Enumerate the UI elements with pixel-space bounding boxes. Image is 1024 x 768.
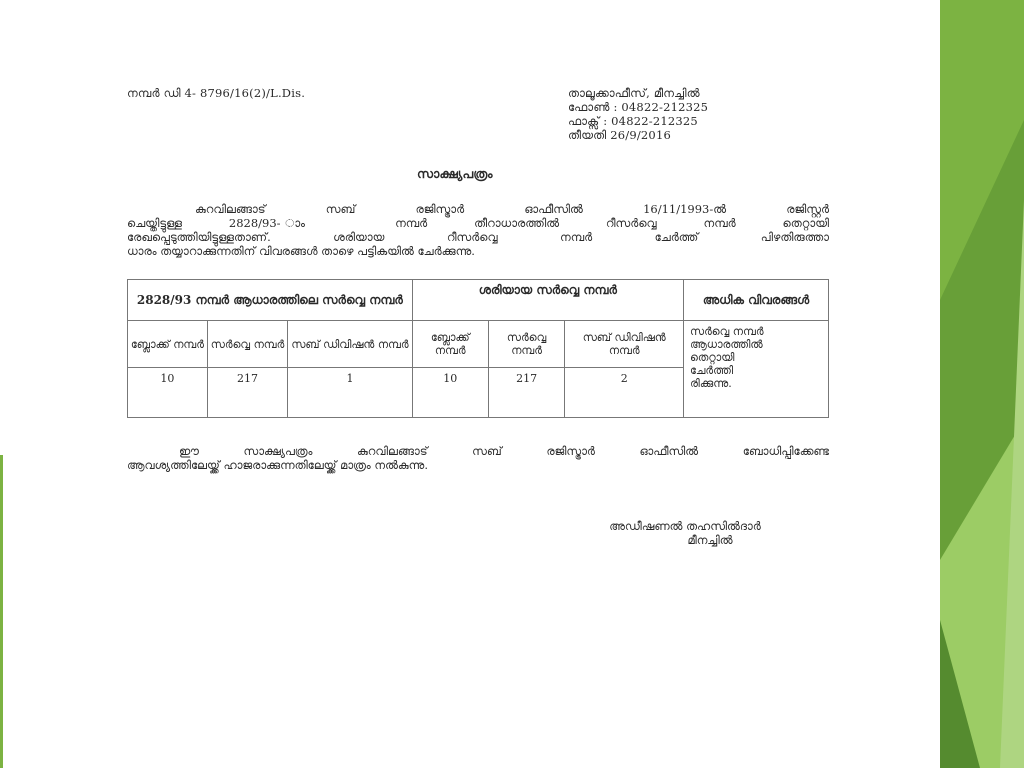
office-name: താലൂക്കാഫീസ്, മീനച്ചിൽ [568,86,700,100]
signature-designation: അഡീഷണൽ തഹസിൽദാർ [609,519,761,533]
paragraph-1-line: ചെയ്തിട്ടുള്ള 2828/93- ാം നമ്പർ തീറാധാരത്തിൽ റീസർവ്വെ നമ്പർ തെറ്റായി [127,216,829,230]
paragraph-1-line: കുറവിലങ്ങാട് സബ് രജിസ്ട്രാർ ഓഫീസിൽ 16/11/1993-ൽ രജിസ്റ്റർ [195,202,829,216]
survey-details-table [127,279,829,418]
subheader-subdivision-no: സബ് ഡിവിഷൻ നമ്പർ [565,321,684,368]
subheader-survey-no: സർവ്വെ നമ്പർ [207,321,287,368]
header-correct-survey: ശരിയായ സർവ്വെ നമ്പർ [412,280,683,321]
header-additional-info: അധിക വിവരങ്ങൾ [684,280,829,321]
reference-number: നമ്പർ ഡി 4- 8796/16(2)/L.Dis. [127,86,306,100]
paragraph-2-line: ആവശ്യത്തിലേയ്ക്ക് ഹാജരാക്കുന്നതിലേയ്ക്ക് മാത്രം നൽകുന്നു. [127,458,429,472]
signature-place: മീനച്ചിൽ [687,533,733,547]
header-original-survey: 2828/93 നമ്പർ ആധാരത്തിലെ സർവ്വെ നമ്പർ [128,280,413,321]
paragraph-1-line: ധാരം തയ്യാറാക്കുന്നതിന് വിവരങ്ങൾ താഴെ പട്ടികയിൽ ചേർക്കുന്നു. [127,244,475,258]
cell-survey-no: 217 [488,368,565,418]
cell-survey-no: 217 [207,368,287,418]
paragraph-1-line: രേഖപ്പെടുത്തിയിട്ടുള്ളതാണ്. ശരിയായ റീസർവ്വെ നമ്പർ ചേർത്ത് പിഴതിരുത്താ [127,230,829,244]
cell-subdivision-no: 1 [288,368,412,418]
subheader-subdivision-no: സബ് ഡിവിഷൻ നമ്പർ [288,321,412,368]
body-paragraph-1 [127,202,829,258]
phone-number: ഫോൺ : 04822-212325 [568,100,709,114]
subheader-block-no: ബ്ലോക്ക് നമ്പർ [412,321,488,368]
paragraph-2-line: ഈ സാക്ഷ്യപത്രം കുറവിലങ്ങാട് സബ് രജിസ്ട്രാർ ഓഫീസിൽ ബോധിപ്പിക്കേണ്ട [179,444,829,458]
cell-block-no: 10 [412,368,488,418]
body-paragraph-2 [127,444,829,472]
cell-block-no: 10 [128,368,208,418]
subheader-survey-no: സർവ്വെ നമ്പർ [488,321,565,368]
green-decorative-sidebar [940,0,1024,768]
cell-subdivision-no: 2 [565,368,684,418]
document-title: സാക്ഷ്യപത്രം [417,166,493,181]
document-date: തീയതി 26/9/2016 [568,128,671,142]
fax-number: ഫാക്സ് : 04822-212325 [568,114,698,128]
subheader-block-no: ബ്ലോക്ക് നമ്പർ [128,321,208,368]
remarks-cell: സർവ്വെ നമ്പർ ആധാരത്തിൽ തെറ്റായി ചേർത്തി രിക്കുന്നു. [684,321,829,418]
